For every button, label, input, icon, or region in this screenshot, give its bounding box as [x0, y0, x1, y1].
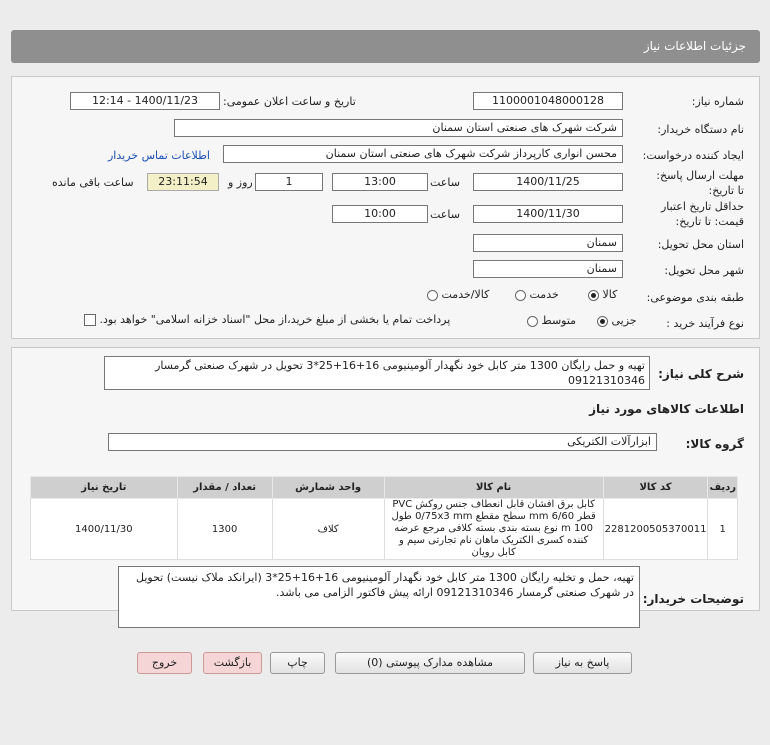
cell-code: 2281200505370011: [603, 499, 708, 560]
summary-label: شرح کلی نیاز:: [658, 367, 744, 381]
summary-field: تهیه و حمل رایگان 1300 متر کابل خود نگهدار آلومینیومی 16+16+25*3 تحویل در شهرک صنعتی گرمسار 09121310346: [104, 356, 650, 390]
buyer-notes-label: توضیحات خریدار:: [642, 592, 744, 606]
category-goods-option[interactable]: [588, 288, 617, 301]
cell-qty: 1300: [177, 499, 272, 560]
deadline-time-field: 13:00: [332, 173, 428, 191]
print-button[interactable]: چاپ: [270, 652, 325, 674]
need-no-field: 1100001048000128: [473, 92, 623, 110]
radio-icon[interactable]: [515, 290, 526, 301]
process-partial-option[interactable]: [597, 314, 637, 327]
remaining-label: ساعت باقی مانده: [52, 176, 134, 189]
validity-date-field: 1400/11/30: [473, 205, 623, 223]
view-attachments-button[interactable]: مشاهده مدارک پیوستی (0): [335, 652, 525, 674]
table-row: [31, 499, 738, 560]
deadline-time-label: ساعت: [430, 176, 460, 189]
need-no-label: شماره نیاز:: [691, 95, 744, 108]
radio-selected-icon[interactable]: [597, 316, 608, 327]
cell-name: کابل برق افشان قابل انعطاف جنس روکش PVC قطر mm 6/60 سطح مقطع 0/75x3 mm طول 100 m نوع بسته بندی بسته کلافی مرجع عرضه کننده کسری الکتریک ماهان نام تجارتی سیم و کابل رویان: [384, 499, 603, 560]
radio-selected-icon[interactable]: [588, 290, 599, 301]
checkbox-icon[interactable]: [84, 314, 96, 326]
cell-date: 1400/11/30: [31, 499, 178, 560]
validity-label: حداقل تاریخ اعتبار قیمت: تا تاریخ:: [660, 200, 744, 228]
requester-field: محسن انواری کارپرداز شرکت شهرک های صنعتی استان سمنان: [223, 145, 623, 163]
process-label: نوع فرآیند خرید :: [666, 317, 744, 330]
process-medium-option[interactable]: [527, 314, 576, 327]
days-field: 1: [255, 173, 323, 191]
category-service-option[interactable]: [515, 288, 559, 301]
column-header: واحد شمارش: [272, 477, 384, 499]
buyer-notes-field: تهیه، حمل و تخلیه رایگان 1300 متر کابل خود نگهدار آلومینیومی 16+16+25*3 (ایرانکد ملاک نیست) تحویل در شهرک صنعتی گرمسار 09121310346 ارائه پیش فاکتور الزامی می باشد.: [118, 566, 640, 628]
buyer-field: شرکت شهرک های صنعتی استان سمنان: [174, 119, 623, 137]
announce-label: تاریخ و ساعت اعلان عمومی:: [223, 95, 356, 108]
category-service-label: خدمت: [529, 288, 559, 301]
days-label: روز و: [228, 176, 253, 189]
column-header: کد کالا: [603, 477, 708, 499]
page-header: جزئیات اطلاعات نیاز: [11, 30, 760, 63]
back-button[interactable]: بازگشت: [203, 652, 262, 674]
process-medium-label: متوسط: [541, 314, 577, 327]
validity-time-field: 10:00: [332, 205, 428, 223]
process-partial-label: جزیی: [611, 314, 637, 327]
radio-icon[interactable]: [527, 316, 538, 327]
cell-row: 1: [708, 499, 738, 560]
remaining-time-field: 23:11:54: [147, 173, 219, 191]
cell-unit: کلاف: [272, 499, 384, 560]
city-label: شهر محل تحویل:: [664, 264, 744, 277]
column-header: ردیف: [708, 477, 738, 499]
treasury-payment-option[interactable]: [84, 313, 450, 326]
province-field: سمنان: [473, 234, 623, 252]
category-both-label: کالا/خدمت: [441, 288, 490, 301]
goods-group-label: گروه کالا:: [685, 437, 744, 451]
contact-info-link[interactable]: اطلاعات تماس خریدار: [108, 149, 210, 162]
column-header: تعداد / مقدار: [177, 477, 272, 499]
exit-button[interactable]: خروج: [137, 652, 192, 674]
requester-label: ایجاد کننده درخواست:: [642, 149, 744, 162]
column-header: نام کالا: [384, 477, 603, 499]
validity-time-label: ساعت: [430, 208, 460, 221]
announce-field: 1400/11/23 - 12:14: [70, 92, 220, 110]
deadline-label: مهلت ارسال پاسخ: تا تاریخ:: [656, 169, 744, 197]
radio-icon[interactable]: [427, 290, 438, 301]
goods-section-title: اطلاعات کالاهای مورد نیاز: [589, 402, 744, 416]
province-label: استان محل تحویل:: [657, 238, 744, 251]
goods-group-field: ابزارآلات الکتریکی: [108, 433, 657, 451]
buyer-label: نام دستگاه خریدار:: [657, 123, 744, 136]
city-field: سمنان: [473, 260, 623, 278]
table-header-row: [31, 477, 738, 499]
treasury-note: پرداخت تمام یا بخشی از مبلغ خرید،از محل "اسناد خزانه اسلامی" خواهد بود.: [99, 313, 451, 326]
column-header: تاریخ نیاز: [31, 477, 178, 499]
reply-button[interactable]: پاسخ به نیاز: [533, 652, 632, 674]
goods-table: [30, 476, 738, 560]
category-both-option[interactable]: [427, 288, 489, 301]
deadline-date-field: 1400/11/25: [473, 173, 623, 191]
category-label: طبقه بندی موضوعی:: [646, 291, 744, 304]
category-goods-label: کالا: [602, 288, 618, 301]
